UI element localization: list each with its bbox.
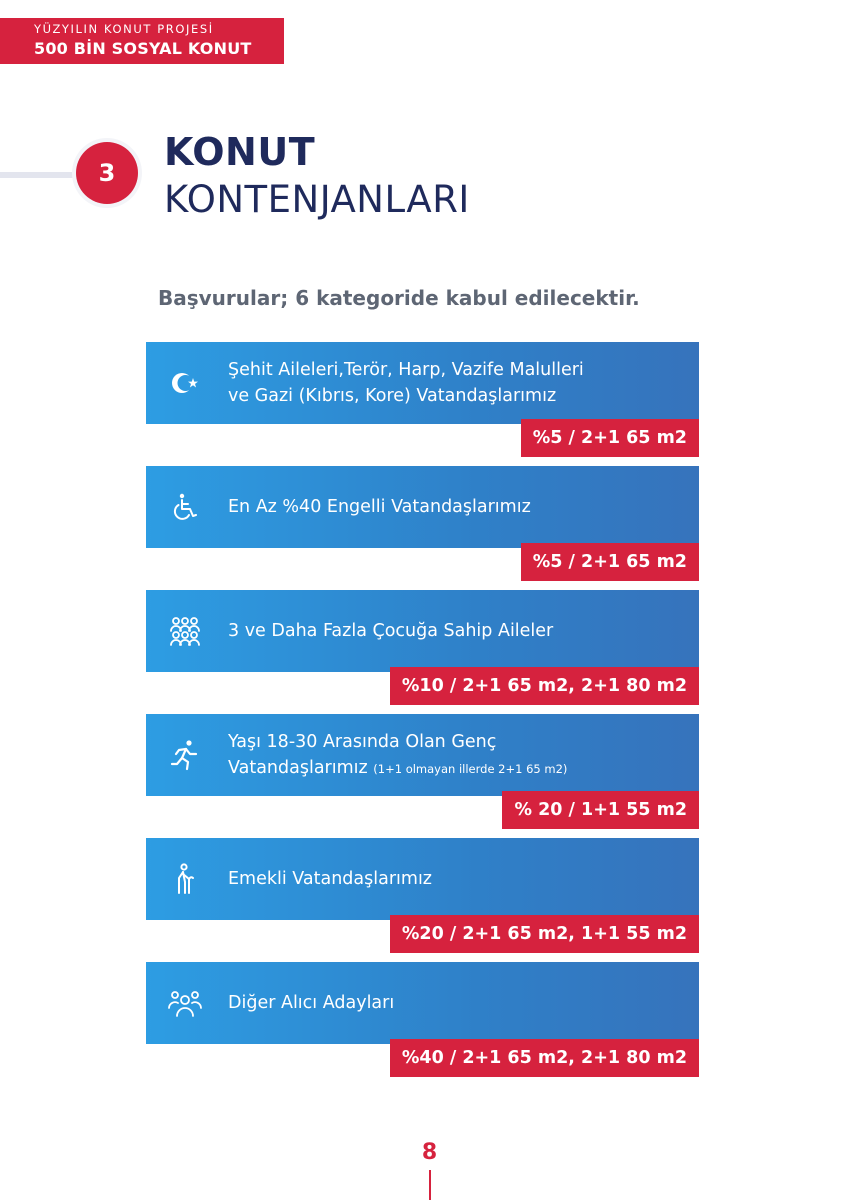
category-card-retirees	[146, 838, 699, 920]
brand-line-2: 500 BİN SOSYAL KONUT	[34, 39, 252, 58]
brand-banner	[0, 18, 284, 64]
category-line-1: Emekli Vatandaşlarımız	[228, 869, 432, 889]
category-card-disabled	[146, 466, 699, 548]
family-icon	[168, 614, 202, 648]
wheelchair-icon	[168, 490, 202, 524]
category-line-1: 3 ve Daha Fazla Çocuğa Sahip Aileler	[228, 621, 554, 641]
elderly-person-icon	[168, 862, 202, 896]
quota-badge: %10 / 2+1 65 m2, 2+1 80 m2	[390, 667, 699, 705]
category-line-2-main: Vatandaşlarımız	[228, 757, 368, 778]
quota-badge: % 20 / 1+1 55 m2	[502, 791, 699, 829]
group-icon	[168, 986, 202, 1020]
category-note: (1+1 olmayan illerde 2+1 65 m2)	[373, 761, 568, 776]
brand-line-1: YÜZYILIN KONUT PROJESİ	[34, 22, 214, 36]
category-card-youth	[146, 714, 699, 796]
quota-badge: %5 / 2+1 65 m2	[521, 543, 699, 581]
category-card-large-families	[146, 590, 699, 672]
category-line-2: ve Gazi (Kıbrıs, Kore) Vatandaşlarımız	[228, 386, 557, 406]
category-line-1: Yaşı 18-30 Arasında Olan Genç	[228, 731, 497, 752]
section-rule	[0, 172, 84, 178]
category-card-martyr-families	[146, 342, 699, 424]
category-line-1: Diğer Alıcı Adayları	[228, 993, 395, 1013]
category-line-2	[228, 755, 688, 782]
running-person-icon	[168, 738, 202, 772]
quota-badge: %5 / 2+1 65 m2	[521, 419, 699, 457]
subtitle: Başvurular; 6 kategoride kabul edilecektir.	[158, 286, 640, 310]
quota-badge: %20 / 2+1 65 m2, 1+1 55 m2	[390, 915, 699, 953]
category-line-1: Şehit Aileleri,Terör, Harp, Vazife Malulleri	[228, 360, 584, 380]
section-number-badge: 3	[76, 142, 138, 204]
page-number-line	[429, 1170, 431, 1200]
section-title-regular: KONTENJANLARI	[164, 178, 470, 221]
section-title-bold: KONUT	[164, 130, 316, 174]
page-number: 8	[421, 1140, 438, 1165]
category-line-1: En Az %40 Engelli Vatandaşlarımız	[228, 497, 531, 517]
crescent-star-icon	[168, 366, 202, 400]
quota-badge: %40 / 2+1 65 m2, 2+1 80 m2	[390, 1039, 699, 1077]
category-card-other	[146, 962, 699, 1044]
